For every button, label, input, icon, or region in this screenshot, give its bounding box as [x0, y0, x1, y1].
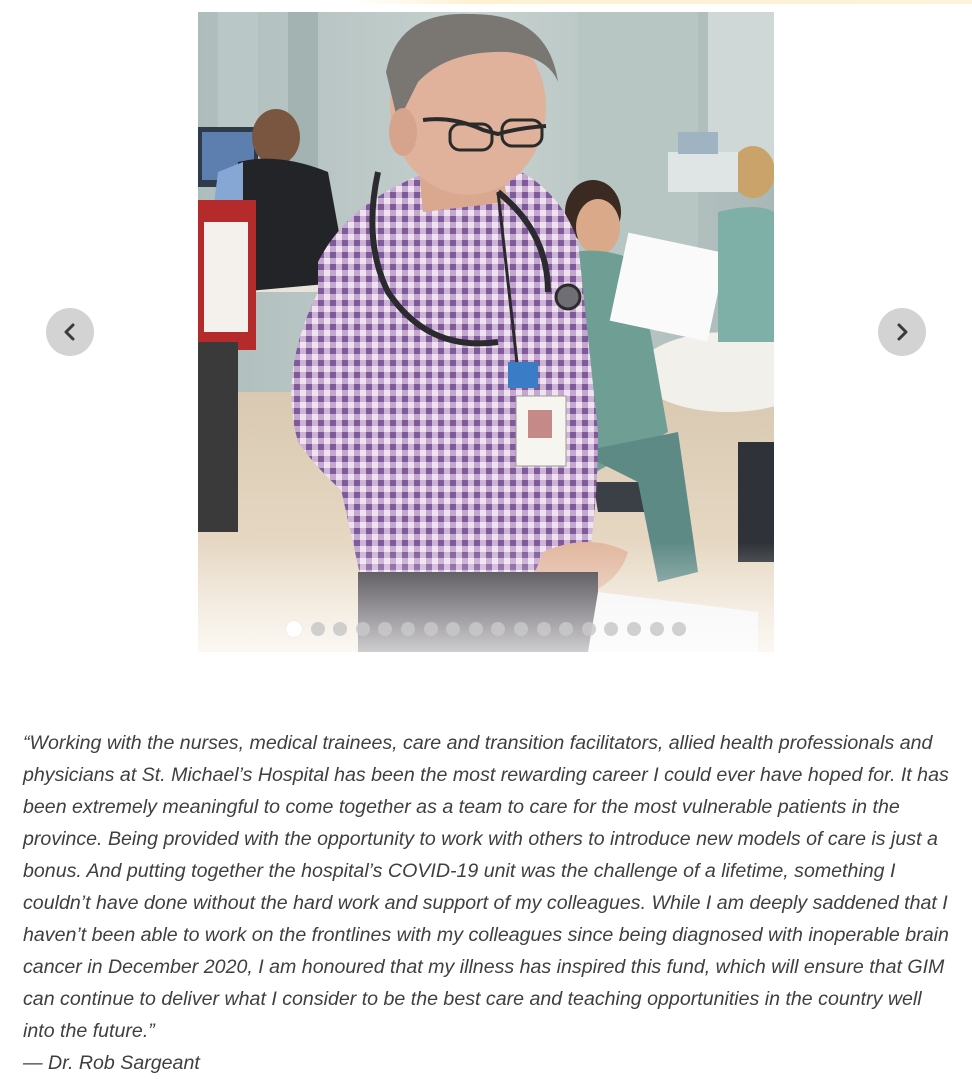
carousel-dot-5[interactable]: [378, 622, 392, 636]
carousel-prev-button[interactable]: [46, 308, 94, 356]
carousel-dot-11[interactable]: [514, 622, 528, 636]
carousel-dot-15[interactable]: [604, 622, 618, 636]
carousel-dot-7[interactable]: [424, 622, 438, 636]
carousel-next-button[interactable]: [878, 308, 926, 356]
carousel-dot-16[interactable]: [627, 622, 641, 636]
carousel-dot-17[interactable]: [650, 622, 664, 636]
carousel-dot-1[interactable]: [286, 621, 302, 637]
chevron-left-icon: [60, 322, 80, 342]
testimonial-attribution: — Dr. Rob Sargeant: [23, 1052, 200, 1074]
testimonial-quote: [23, 727, 958, 1079]
carousel-dot-14[interactable]: [582, 622, 596, 636]
carousel-dot-2[interactable]: [311, 622, 325, 636]
carousel-dot-8[interactable]: [446, 622, 460, 636]
carousel-dot-18[interactable]: [672, 622, 686, 636]
carousel-dot-4[interactable]: [356, 622, 370, 636]
carousel-slide-image: [198, 12, 774, 652]
carousel-dot-6[interactable]: [401, 622, 415, 636]
carousel-pagination-dots: [286, 622, 686, 637]
carousel-dot-12[interactable]: [537, 622, 551, 636]
testimonial-text: “Working with the nurses, medical trainees, care and transition facilitators, allied health professionals and physicians at St. Michael’s Hospital has been the most rewarding career I could ever have hoped for. It has been extremely meaningful to come together as a team to care for the most vulnerable patients in the province. Being provided with the opportunity to work with others to introduce new models of care is just a bonus. And putting together the hospital’s COVID-19 unit was the challenge of a lifetime, something I couldn’t have done without the hard work and support of my colleagues. While I am deeply saddened that I haven’t been able to work on the frontlines with my colleagues since being diagnosed with inoperable brain cancer in December 2020, I am honoured that my illness has inspired this fund, which will ensure that GIM can continue to deliver what I consider to be the best care and teaching opportunities in the country well into the future.”: [23, 732, 949, 1042]
carousel-dot-10[interactable]: [491, 622, 505, 636]
carousel-dot-9[interactable]: [469, 622, 483, 636]
carousel-dot-3[interactable]: [333, 622, 347, 636]
carousel-dot-13[interactable]: [559, 622, 573, 636]
chevron-right-icon: [892, 322, 912, 342]
